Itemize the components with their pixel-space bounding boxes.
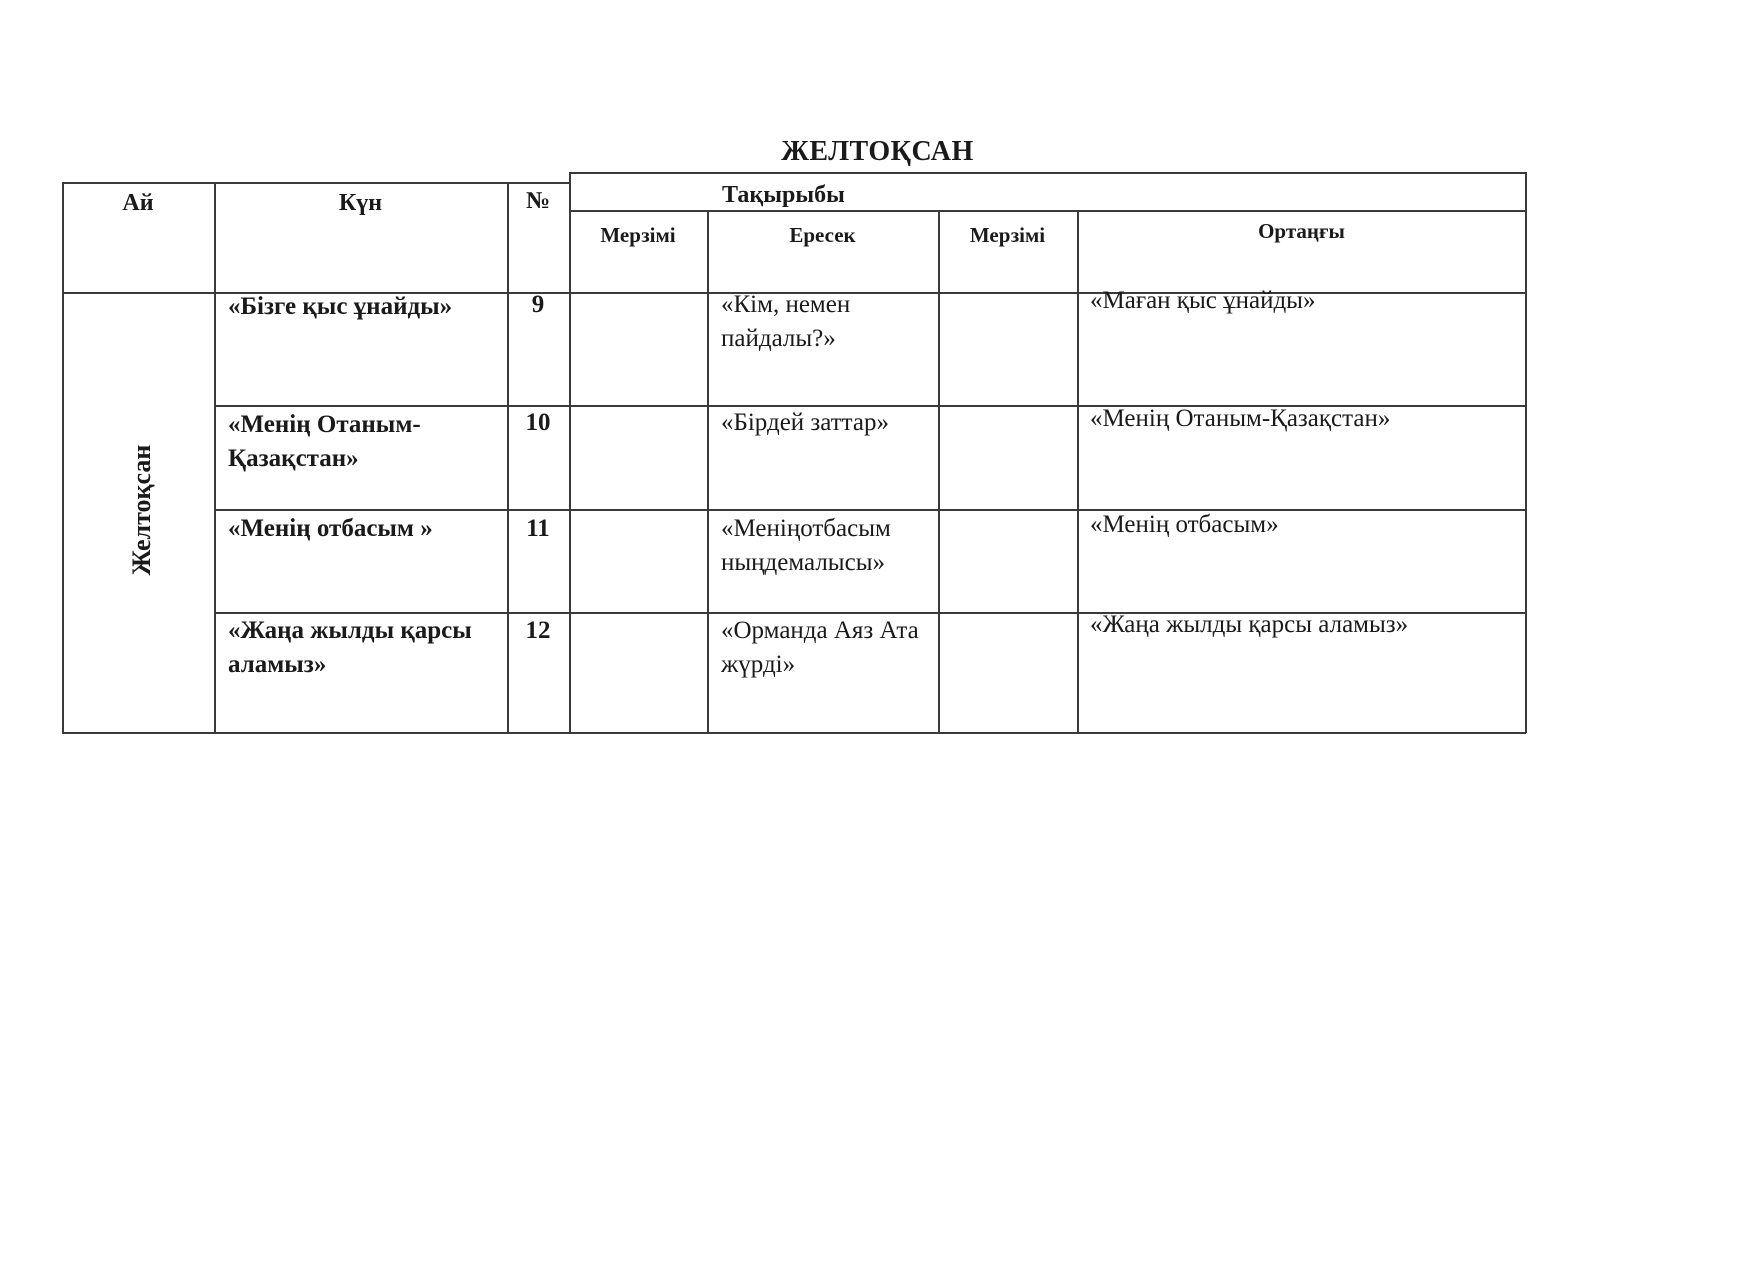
header-term-1: Мерзімі bbox=[600, 223, 676, 247]
row-2-adult: «Бірдей заттар» bbox=[721, 409, 889, 436]
row-1-middle: «Маған қыс ұнайды» bbox=[1090, 287, 1316, 314]
row-3-day: «Менің отбасым » bbox=[228, 515, 433, 542]
header-topics: Тақырыбы bbox=[722, 182, 845, 208]
month-label: Желтоқсан bbox=[127, 444, 156, 576]
header-term-2: Мерзімі bbox=[969, 223, 1046, 247]
header-adult: Ересек bbox=[789, 223, 856, 247]
header-day: Күн bbox=[338, 190, 383, 216]
row-2-middle: «Менің Отаным-Қазақстан» bbox=[1090, 405, 1391, 432]
row-4-number: 12 bbox=[525, 617, 551, 644]
header-middle: Ортаңғы bbox=[1258, 219, 1345, 243]
row-3-number: 11 bbox=[526, 515, 550, 542]
schedule-table bbox=[62, 172, 1526, 734]
row-3-adult: «Меніңотбасым ныңдемалысы» bbox=[721, 515, 891, 576]
page-title: ЖЕЛТОҚСАН bbox=[781, 136, 974, 167]
header-number: № bbox=[525, 188, 551, 214]
row-1-adult: «Кім, немен пайдалы?» bbox=[721, 291, 851, 352]
row-2-day: «Менің Отаным-Қазақстан» bbox=[228, 411, 421, 472]
row-4-middle: «Жаңа жылды қарсы аламыз» bbox=[1090, 611, 1409, 638]
row-1-day: «Бізге қыс ұнайды» bbox=[228, 293, 453, 320]
row-1-number: 9 bbox=[531, 291, 545, 318]
row-4-adult: «Орманда Аяз Ата жүрді» bbox=[721, 617, 919, 678]
header-month: Ай bbox=[122, 190, 154, 216]
row-4-day: «Жаңа жылды қарсы аламыз» bbox=[228, 617, 472, 678]
row-3-middle: «Менің отбасым» bbox=[1090, 511, 1279, 538]
row-2-number: 10 bbox=[525, 409, 551, 436]
